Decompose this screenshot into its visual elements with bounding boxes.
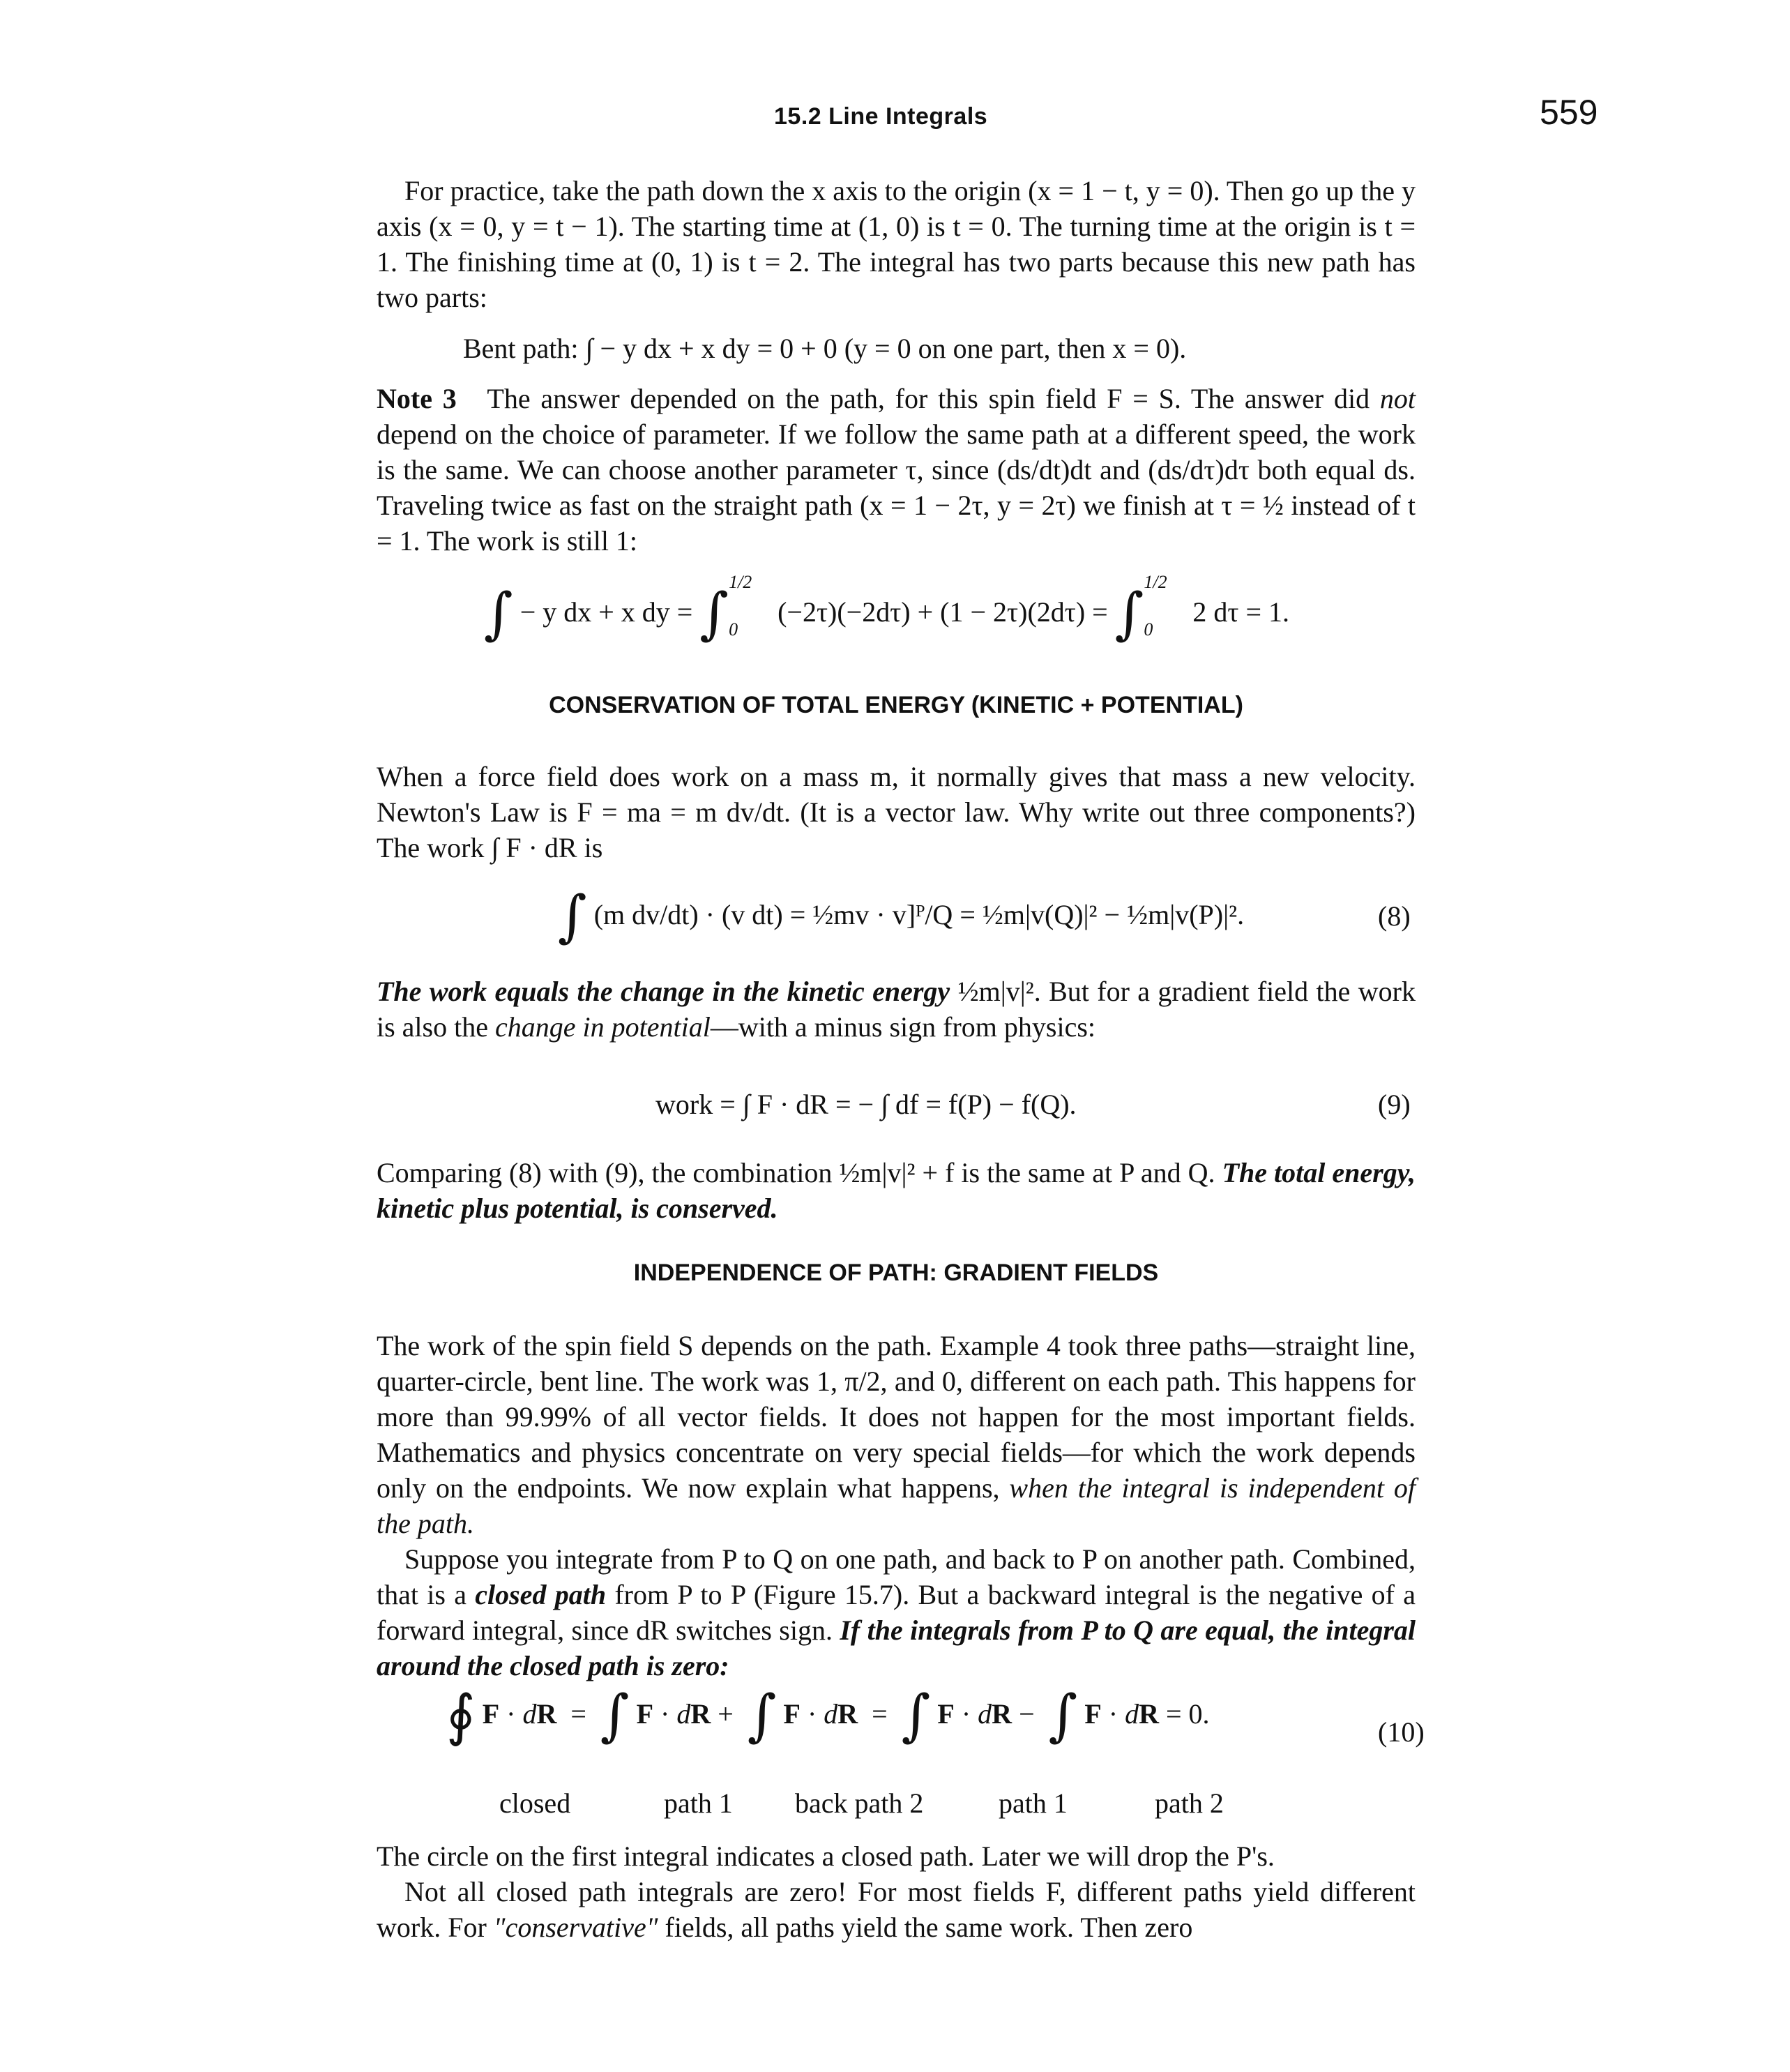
heading-conservation: CONSERVATION OF TOTAL ENERGY (KINETIC + POTENTIAL) xyxy=(549,692,1243,718)
suppose-a: Suppose you integrate from P to Q on one path, and back to P on another path. Combined, that is a xyxy=(377,1543,1416,1610)
integral-sign: ∫ xyxy=(1048,1683,1078,1748)
eq10-label-path2: path 2 xyxy=(1155,1787,1224,1819)
notall-b: fields, all paths yield the same work. Then zero xyxy=(665,1912,1193,1943)
energy-text: When a force field does work on a mass m, it normally gives that mass a new velocity. Newton's Law is F = ma = m dv/dt. (It is a vector law. Why write out three components?) The work ∫ F · dR is xyxy=(377,761,1416,863)
eq10-label-back-path2: back path 2 xyxy=(795,1787,924,1819)
equation-8-body: (m dv/dt) · (v dt) = ½mv · v]ᴾ/Q = ½m|v(Q)|² − ½m|v(P)|². xyxy=(593,899,1245,930)
paragraph-text: For practice, take the path down the x axis to the origin (x = 1 − t, y = 0). Then go up the y axis (x = 0, y = t − 1). The starting time at (1, 0) is t = 0. The turning time at the origin is t = 1. The finishing time at (0, 1) is t = 2. The integral has two parts because this new path has two parts: xyxy=(377,175,1416,313)
integral-sign: ∫ xyxy=(1114,581,1144,646)
integral-limits: 1/2 0 xyxy=(729,571,752,640)
integral-limits: 1/2 0 xyxy=(1144,571,1167,640)
equation-10-number: (10) xyxy=(1378,1716,1425,1748)
eq10-label-path1: path 1 xyxy=(664,1787,733,1819)
equation-9: work = ∫ F · dR = − ∫ df = f(P) − f(Q). xyxy=(655,1089,1077,1120)
notall-conservative: "conservative" xyxy=(493,1912,658,1943)
heading-independence: INDEPENDENCE OF PATH: GRADIENT FIELDS xyxy=(633,1260,1159,1286)
equation-tau xyxy=(484,571,1290,646)
suppose-bold: If the integrals from P to Q are equal, the integral around the closed path is zero: xyxy=(377,1615,1416,1681)
compare-text xyxy=(377,1155,1416,1226)
paragraph-compare xyxy=(377,1155,1416,1226)
spin-italic: when the integral is independent of the path. xyxy=(377,1472,1416,1539)
suppose-text xyxy=(377,1541,1416,1684)
compare-bold: The total energy, kinetic plus potential, is conserved. xyxy=(377,1157,1416,1224)
paragraph-energy xyxy=(377,759,1416,865)
paragraph-note3 xyxy=(377,381,1416,559)
note3-text xyxy=(377,381,1416,559)
circle-text: The circle on the first integral indicates a closed path. Later we will drop the P's. xyxy=(377,1840,1275,1872)
paragraph-spin xyxy=(377,1328,1416,1684)
suppose-b: from P to P (Figure 15.7). But a backward integral is the negative of a forward integral, since dR switches sign. xyxy=(377,1579,1416,1646)
integral-sign: ∫ xyxy=(484,581,513,646)
integral-sign: ∫ xyxy=(901,1683,931,1748)
work-bold: The work equals the change in the kinetic energy xyxy=(377,976,950,1007)
equation-8-number: (8) xyxy=(1378,900,1411,932)
paragraph-work xyxy=(377,974,1416,1045)
equation-tau-lhs: − y dx + x dy = xyxy=(519,596,700,628)
integral-sign: ∫ xyxy=(558,884,587,948)
note3-text-b: depend on the choice of parameter. If we follow the same path at a different speed, the work is the same. We can choose another parameter τ, since (ds/dt)dt and (ds/dτ)dτ both equal ds. Traveling twice as fast on the straight path (x = 1 − 2τ, y = 2τ) we finish at τ = ½ instead of t = 1. The work is still 1: xyxy=(377,418,1416,557)
work-text xyxy=(377,974,1416,1045)
equation-tau-mid: (−2τ)(−2dτ) + (1 − 2τ)(2dτ) = xyxy=(778,596,1115,628)
paragraph-practice xyxy=(377,173,1416,315)
notall-a: Not all closed path integrals are zero! For most fields F, different paths yield different work. For xyxy=(377,1876,1416,1943)
integral-sign: ∫ xyxy=(600,1683,630,1748)
page-number: 559 xyxy=(1540,93,1598,132)
paragraph-closing xyxy=(377,1838,1416,1945)
equation-9-number: (9) xyxy=(1378,1089,1411,1120)
equation-8 xyxy=(558,884,1245,948)
compare-plain: Comparing (8) with (9), the combination ½m|v|² + f is the same at P and Q. xyxy=(377,1157,1215,1188)
equation-10: ∮ F · dR = ∫ F · dR + ∫ F · dR = ∫ F · dR − ∫ F · dR = 0. xyxy=(446,1683,1210,1748)
suppose-closed: closed path xyxy=(475,1579,607,1610)
note3-text-a: The answer depended on the path, for this spin field F = S. The answer did xyxy=(487,383,1370,414)
spin-text xyxy=(377,1328,1416,1541)
work-rest: ½m|v|². But for a gradient field the work is also the xyxy=(377,976,1416,1043)
work-change: change in potential xyxy=(494,1011,711,1043)
notall-text xyxy=(377,1874,1416,1945)
closed-integral-sign: ∮ xyxy=(446,1683,476,1748)
equation-bent-path: Bent path: ∫ − y dx + x dy = 0 + 0 (y = 0 on one part, then x = 0). xyxy=(463,333,1187,364)
note3-not: not xyxy=(1379,383,1416,414)
running-head: 15.2 Line Integrals xyxy=(774,103,988,130)
eq10-label-path1b: path 1 xyxy=(999,1787,1068,1819)
integral-sign: ∫ xyxy=(747,1683,777,1748)
eq10-label-closed: closed xyxy=(499,1787,571,1819)
note3-label: Note 3 xyxy=(377,383,457,414)
integral-sign: ∫ xyxy=(699,581,729,646)
work-end: —with a minus sign from physics: xyxy=(710,1011,1096,1043)
spin-plain: The work of the spin field S depends on the path. Example 4 took three paths—straight line, quarter-circle, bent line. The work was 1, π/2, and 0, different on each path. This happens for more than 99.99% of all vector fields. It does not happen for the most important fields. Mathematics and physics concentrate on very special fields—for which the work depends only on the endpoints. We now explain what happens, xyxy=(377,1330,1416,1504)
equation-tau-end: 2 dτ = 1. xyxy=(1192,596,1290,628)
